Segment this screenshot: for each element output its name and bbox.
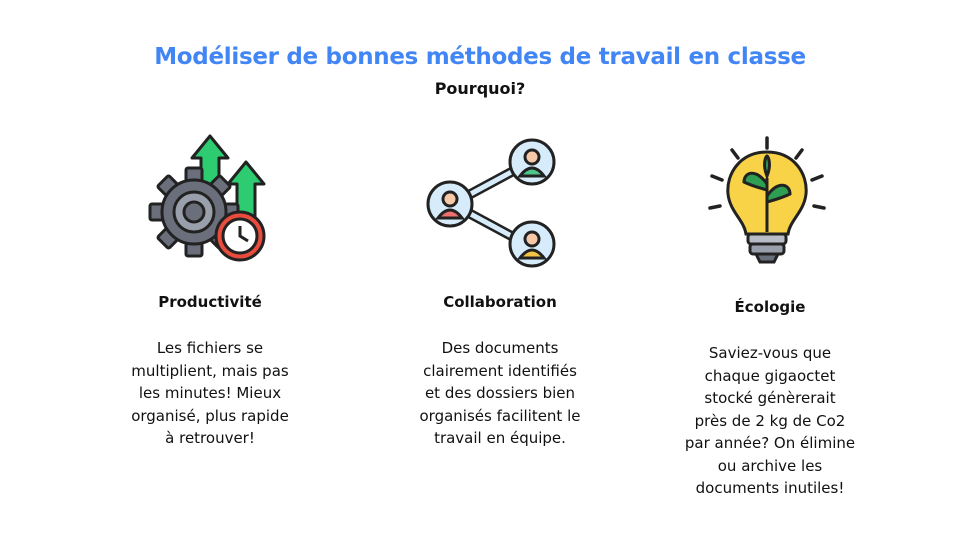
text-ecology: Saviez-vous que chaque gigaoctet stocké génèrerait près de 2 kg de Co2 par année? On élimine ou archive les documents inutiles! (684, 344, 856, 497)
eco-lightbulb-icon (704, 134, 830, 270)
slide-subtitle: Pourquoi? (434, 79, 526, 98)
gear-clock-growth-icon (148, 132, 272, 262)
slide-title: Modéliser de bonnes méthodes de travail en classe (154, 44, 806, 70)
heading-productivity: Productivité (158, 293, 262, 311)
text-productivity: Les fichiers se multiplient, mais pas les minutes! Mieux organisé, plus rapide à retrouver! (131, 339, 289, 447)
share-network-icon (424, 138, 560, 268)
text-collaboration: Des documents clairement identifiés et des dossiers bien organisés facilitent le travail en équipe. (419, 339, 581, 447)
heading-ecology: Écologie (734, 298, 806, 316)
heading-collaboration: Collaboration (443, 293, 557, 311)
